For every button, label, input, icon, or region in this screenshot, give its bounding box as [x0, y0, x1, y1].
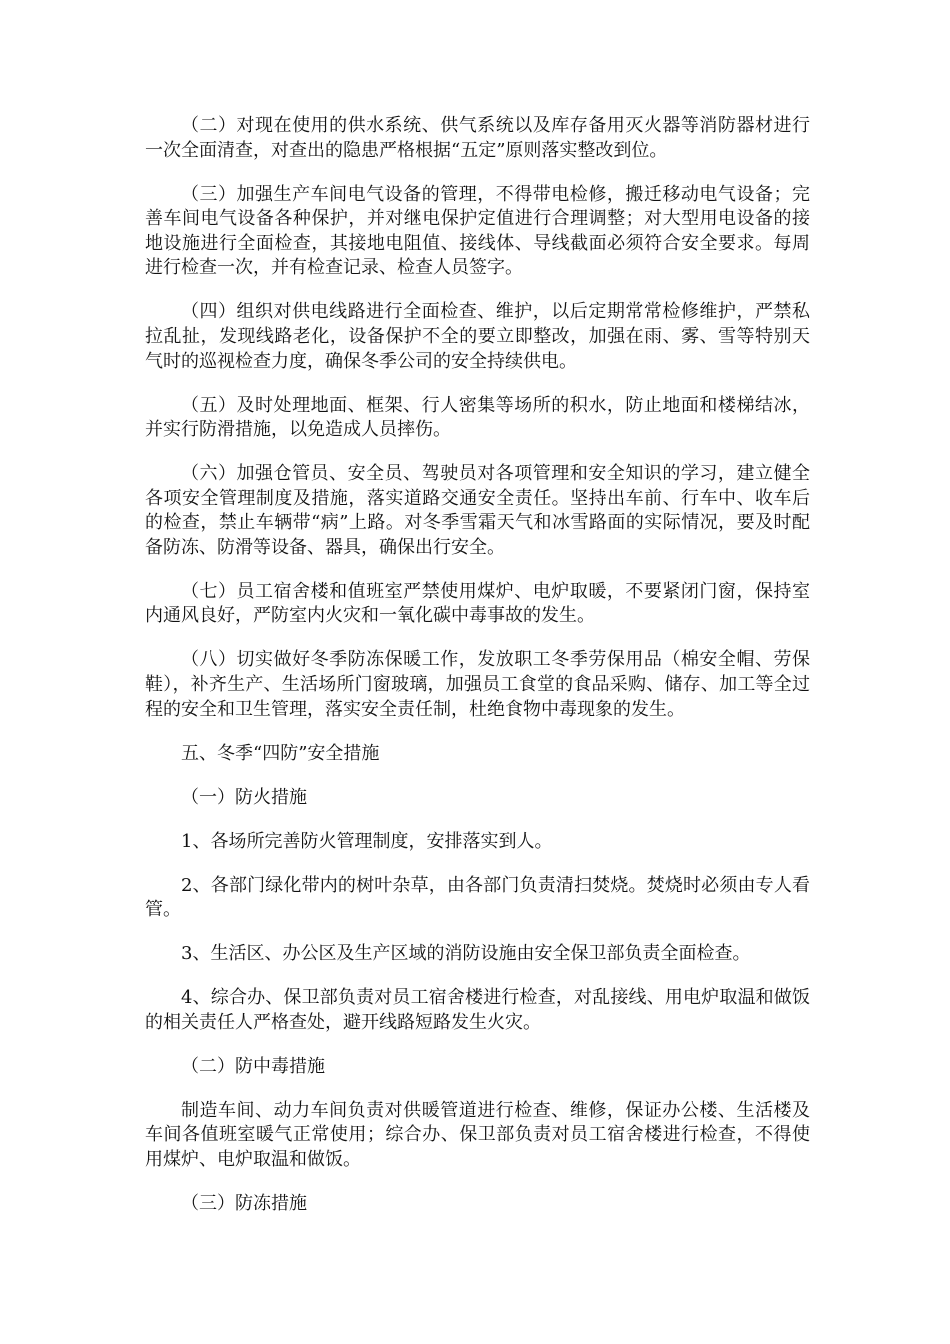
document-body	[145, 114, 810, 1236]
paragraph-5: （五）及时处理地面、框架、行人密集等场所的积水，防止地面和楼梯结冰，并实行防滑措施，以免造成人员摔伤。	[145, 394, 810, 441]
subheading-poisoning-prevention: （二）防中毒措施	[181, 1055, 325, 1077]
section-heading-winter-four-prevention: 五、冬季“四防”安全措施	[181, 742, 380, 764]
subheading-freeze-prevention: （三）防冻措施	[181, 1192, 307, 1214]
paragraph-2: （二）对现在使用的供水系统、供气系统以及库存备用灭火器等消防器材进行一次全面清查，对查出的隐患严格根据“五定”原则落实整改到位。	[145, 115, 810, 161]
paragraph-4: （四）组织对供电线路进行全面检查、维护，以后定期常常检修维护，严禁私拉乱扯，发现线路老化，设备保护不全的要立即整改，加强在雨、雾、雪等特别天气时的巡视检查力度，确保冬季公司的安全持续供电。	[145, 301, 810, 372]
subheading-fire-prevention: （一）防火措施	[181, 786, 307, 808]
paragraph-7: （七）员工宿舍楼和值班室严禁使用煤炉、电炉取暖，不要紧闭门窗，保持室内通风良好，严防室内火灾和一氧化碳中毒事故的发生。	[145, 580, 810, 627]
fire-item-1: 1、各场所完善防火管理制度，安排落实到人。	[181, 830, 553, 852]
paragraph-6: （六）加强仓管员、安全员、驾驶员对各项管理和安全知识的学习，建立健全各项安全管理制度及措施，落实道路交通安全责任。坚持出车前、行车中、收车后的检查，禁止车辆带“病”上路。对冬季雪霜天气和冰雪路面的实际情况，要及时配备防冻、防滑等设备、器具，确保出行安全。	[145, 463, 810, 558]
paragraph-3: （三）加强生产车间电气设备的管理，不得带电检修，搬迁移动电气设备；完善车间电气设备各种保护，并对继电保护定值进行合理调整；对大型用电设备的接地设施进行全面检查，其接地电阻值、接线体、导线截面必须符合安全要求。每周进行检查一次，并有检查记录、检查人员签字。	[145, 183, 810, 279]
fire-item-3: 3、生活区、办公区及生产区域的消防设施由安全保卫部负责全面检查。	[181, 943, 751, 965]
paragraph-8: （八）切实做好冬季防冻保暖工作，发放职工冬季劳保用品（棉安全帽、劳保鞋），补齐生产、生活场所门窗玻璃，加强员工食堂的食品采购、储存、加工等全过程的安全和卫生管理，落实安全责任制，杜绝食物中毒现象的发生。	[145, 649, 810, 720]
fire-item-2: 2、各部门绿化带内的树叶杂草，由各部门负责清扫焚烧。焚烧时必须由专人看管。	[145, 874, 810, 921]
fire-item-4: 4、综合办、保卫部负责对员工宿舍楼进行检查，对乱接线、用电炉取温和做饭的相关责任人严格查处，避开线路短路发生火灾。	[145, 987, 810, 1033]
poisoning-paragraph: 制造车间、动力车间负责对供暖管道进行检查、维修，保证办公楼、生活楼及车间各值班室暖气正常使用；综合办、保卫部负责对员工宿舍楼进行检查，不得使用煤炉、电炉取温和做饭。	[145, 1099, 810, 1170]
